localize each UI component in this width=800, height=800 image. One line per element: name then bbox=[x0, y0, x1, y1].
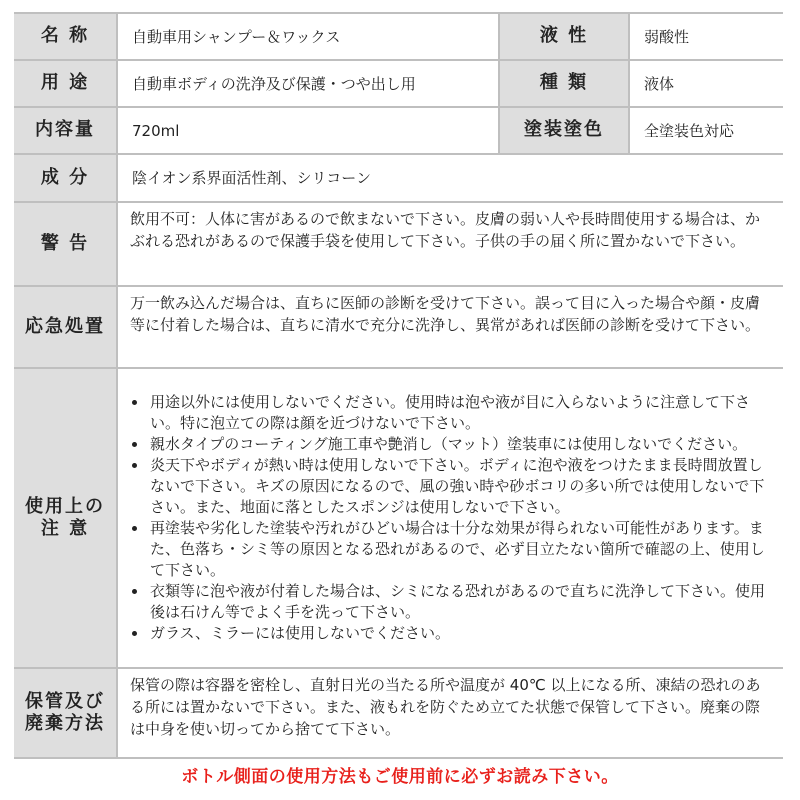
first-aid-text: 万一飲み込んだ場合は、直ちに医師の診断を受けて下さい。誤って目に入った場合や顔・皮膚等に付着した場合は、直ちに清水で充分に洗浄し、異常があれば医師の診断を受けて下さい。 bbox=[118, 287, 783, 367]
name-value: 自動車用シャンプー＆ワックス bbox=[118, 14, 498, 59]
warning-text: 飲用不可：人体に害があるので飲まないで下さい。皮膚の弱い人や長時間使用する場合は、かぶれる恐れがあるので保護手袋を使用して下さい。子供の手の届く所に置かないで下さい。 bbox=[118, 203, 783, 285]
precaution-item: • 用途以外には使用しないでください。使用時は泡や液が目に入らないように注意して下さい。特に泡立ての際は顔を近づけないで下さい。 bbox=[148, 392, 773, 434]
storage-label bbox=[14, 669, 118, 757]
row-ingredients bbox=[14, 155, 783, 203]
precaution-item: • ガラス、ミラーには使用しないでください。 bbox=[148, 623, 773, 644]
precautions-label bbox=[14, 369, 118, 667]
footer-note: ボトル側面の使用方法もご使用前に必ずお読み下さい。 bbox=[181, 767, 619, 787]
row-volume bbox=[14, 108, 783, 155]
precautions-content bbox=[118, 369, 783, 667]
first-aid-label: 応急処置 bbox=[14, 287, 118, 367]
precaution-item: • 炎天下やボディが熱い時は使用しないで下さい。ボディに泡や液をつけたまま長時間放置しないで下さい。キズの原因になるので、風の強い時や砂ボコリの多い所では使用しないで下さい。また、地面に落としたスポンジは使用しないで下さい。 bbox=[148, 455, 773, 518]
use-label: 用 途 bbox=[14, 61, 118, 106]
row-use bbox=[14, 61, 783, 108]
ph-label: 液 性 bbox=[498, 14, 630, 59]
row-first-aid bbox=[14, 287, 783, 369]
warning-label: 警 告 bbox=[14, 203, 118, 285]
storage-label-line1: 保管及び bbox=[25, 690, 105, 712]
volume-label: 内容量 bbox=[14, 108, 118, 153]
row-storage bbox=[14, 669, 783, 759]
precautions-label-line1: 使用上の bbox=[25, 495, 105, 517]
precautions-label-line2: 注 意 bbox=[40, 518, 90, 539]
storage-text: 保管の際は容器を密栓し、直射日光の当たる所や温度が 40℃ 以上になる所、凍結の恐れのある所には置かないで下さい。また、液もれを防ぐため立てた状態で保管して下さい。廃棄の際は中身を使い切ってから捨てて下さい。 bbox=[118, 669, 783, 757]
paint-value: 全塗装色対応 bbox=[630, 108, 783, 153]
product-info-table bbox=[14, 12, 783, 759]
row-precautions bbox=[14, 369, 783, 669]
precaution-item: • 親水タイプのコーティング施工車や艶消し（マット）塗装車には使用しないでください。 bbox=[148, 434, 773, 455]
ingredients-label: 成 分 bbox=[14, 155, 118, 201]
precaution-item: • 衣類等に泡や液が付着した場合は、シミになる恐れがあるので直ちに洗浄して下さい。使用後は石けん等でよく手を洗って下さい。 bbox=[148, 581, 773, 623]
row-name bbox=[14, 14, 783, 61]
use-value: 自動車ボディの洗浄及び保護・つや出し用 bbox=[118, 61, 498, 106]
paint-label: 塗装塗色 bbox=[498, 108, 630, 153]
storage-label-line2: 廃棄方法 bbox=[25, 713, 105, 734]
type-label: 種 類 bbox=[498, 61, 630, 106]
ingredients-value: 陰イオン系界面活性剤、シリコーン bbox=[118, 155, 783, 201]
type-value: 液体 bbox=[630, 61, 783, 106]
name-label: 名 称 bbox=[14, 14, 118, 59]
precaution-item: • 再塗装や劣化した塗装や汚れがひどい場合は十分な効果が得られない可能性があります。また、色落ち・シミ等の原因となる恐れがあるので、必ず目立たない箇所で確認の上、使用して下さい。 bbox=[148, 518, 773, 581]
volume-value: 720ml bbox=[118, 108, 498, 153]
ph-value: 弱酸性 bbox=[630, 14, 783, 59]
precautions-list bbox=[118, 390, 783, 646]
row-warning bbox=[14, 203, 783, 287]
